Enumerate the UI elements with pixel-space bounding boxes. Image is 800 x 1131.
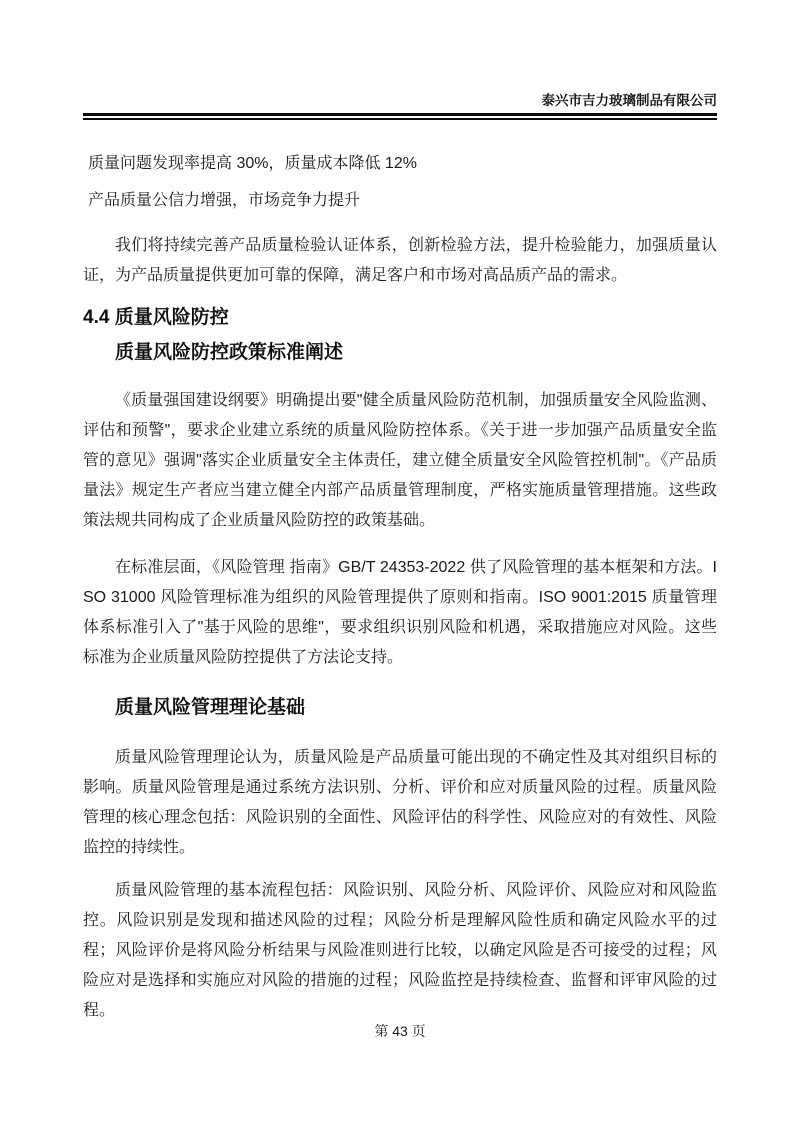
paragraph-policy-basis: 《质量强国建设纲要》明确提出要"健全质量风险防范机制，加强质量安全风险监测、评估和预警"，要求企业建立系统的质量风险防控体系。《关于进一步加强产品质量安全监管的意见》强调"落实企业质量安全主体责任，建立健全质量安全风险管控机制"。《产品质量法》规定生产者应当建立健全内部产品质量管理制度，严格实施质量管理措施。这些政策法规共同构成了企业质量风险防控的政策基础。	[83, 392, 717, 529]
page-header	[0, 0, 800, 120]
header-company-name: 泰兴市吉力玻璃制品有限公司	[541, 93, 717, 108]
subheading-risk-management-theory: 质量风险管理理论基础	[115, 697, 306, 718]
document-body	[0, 149, 800, 1026]
subheading-policy-standards: 质量风险防控政策标准阐述	[115, 342, 344, 363]
paragraph-standards-support: 在标准层面，《风险管理 指南》GB/T 24353-2022 供了风险管理的基本框架和方法。ISO 31000 风险管理标准为组织的风险管理提供了原则和指南。ISO 9001:2015 质量管理体系标准引入了"基于风险的思维"，要求组织识别风险和机遇，采取措施应对风险。这些标准为企业质量风险防控提供了方法论支持。	[83, 559, 717, 666]
paragraph-quality-commitment: 我们将持续完善产品质量检验认证体系，创新检验方法，提升检验能力，加强质量认证，为产品质量提供更加可靠的保障，满足客户和市场对高品质产品的需求。	[83, 237, 717, 284]
metric-line-credibility: 产品质量公信力增强，市场竞争力提升	[88, 192, 361, 209]
header-double-rule	[83, 113, 717, 120]
paragraph-risk-theory: 质量风险管理理论认为，质量风险是产品质量可能出现的不确定性及其对组织目标的影响。质量风险管理是通过系统方法识别、分析、评价和应对质量风险的过程。质量风险管理的核心理念包括：风险识别的全面性、风险评估的科学性、风险应对的有效性、风险监控的持续性。	[83, 749, 717, 856]
paragraph-risk-process: 质量风险管理的基本流程包括：风险识别、风险分析、风险评价、风险应对和风险监控。风险识别是发现和描述风险的过程；风险分析是理解风险性质和确定风险水平的过程；风险评价是将风险分析结果与风险准则进行比较，以确定风险是否可接受的过程；风险应对是选择和实施应对风险的措施的过程；风险监控是持续检查、监督和评审风险的过程。	[83, 882, 717, 1019]
page-footer	[0, 1022, 800, 1040]
page-number: 第 43 页	[374, 1023, 426, 1039]
section-heading-4-4-risk-prevention: 4.4 质量风险防控	[83, 307, 229, 328]
metric-line-defect-discovery: 质量问题发现率提高 30%，质量成本降低 12%	[88, 155, 417, 172]
